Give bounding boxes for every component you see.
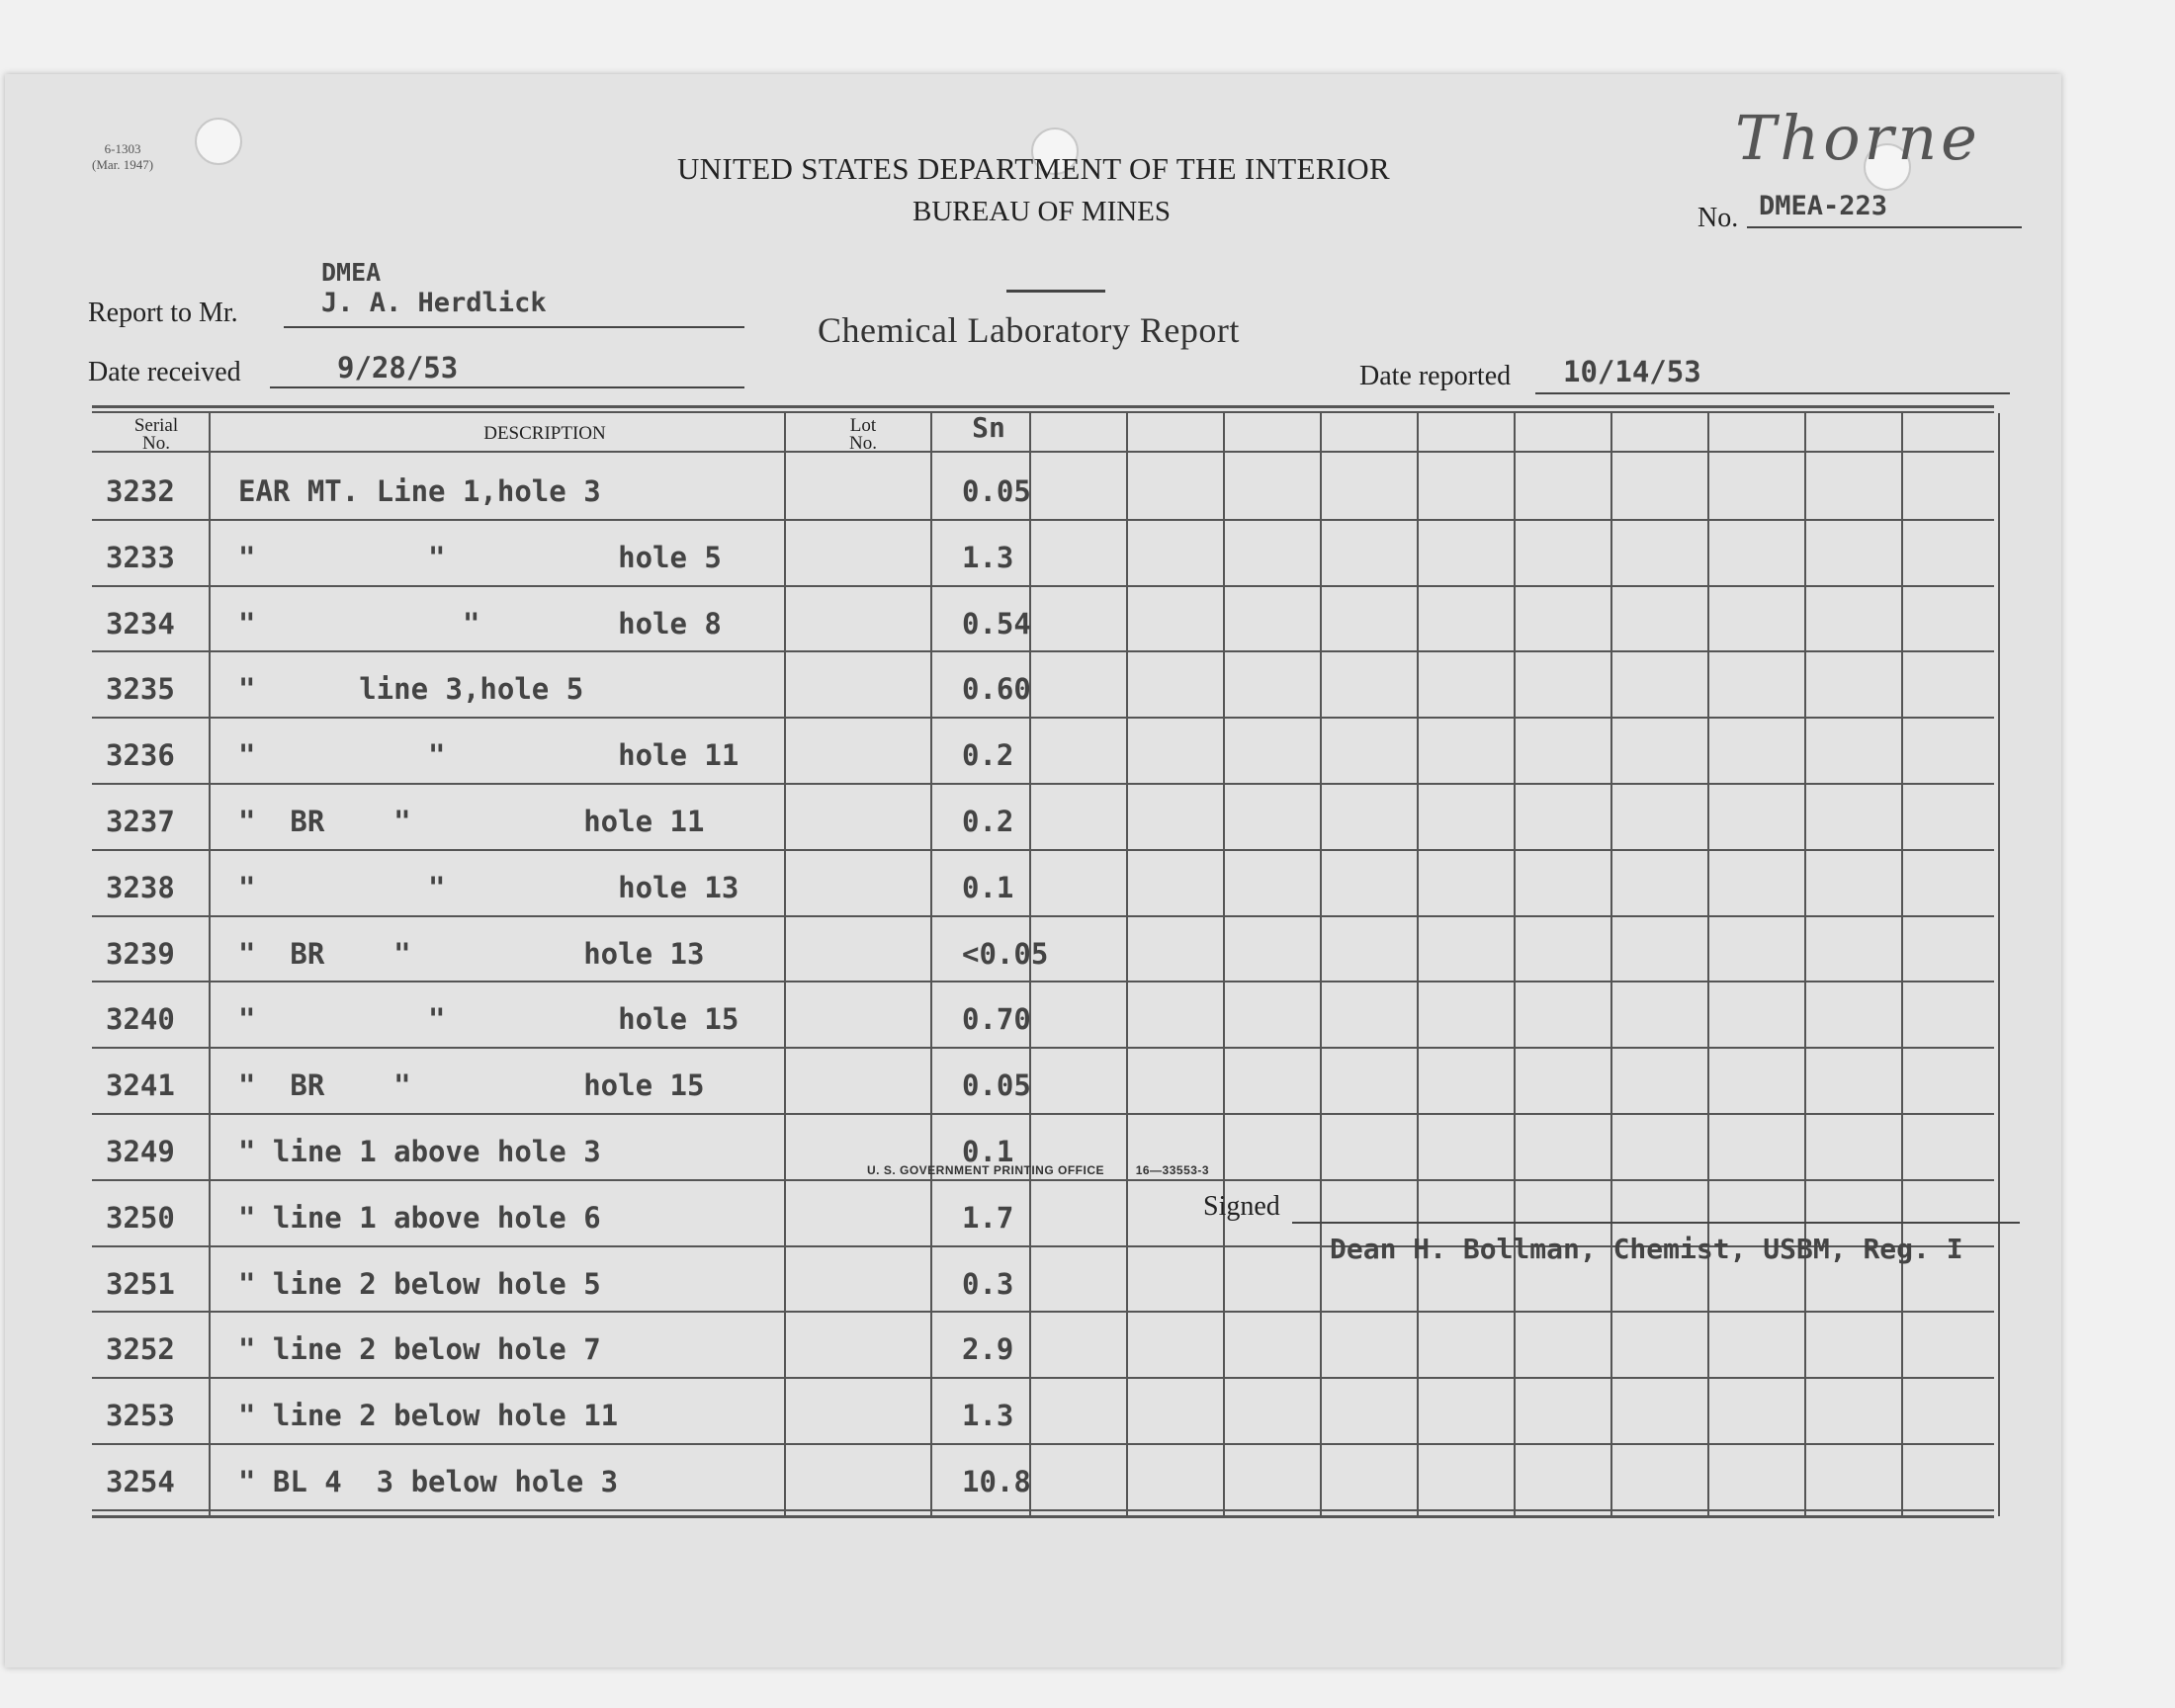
serial-cell: 3253 [106, 1399, 175, 1433]
table-top-rule-outer [92, 405, 1994, 408]
description-cell: " line 3,hole 5 [238, 672, 584, 707]
serial-cell: 3237 [106, 805, 175, 838]
report-title: Chemical Laboratory Report [818, 310, 1240, 350]
serial-cell: 3252 [106, 1332, 175, 1367]
sn-cell: 1.7 [962, 1200, 1014, 1235]
printing-office [867, 1163, 1209, 1177]
serial-cell: 3235 [106, 672, 175, 707]
description-cell: " " hole 11 [238, 738, 740, 773]
serial-cell: 3241 [106, 1068, 175, 1103]
sn-cell: 0.05 [962, 474, 1031, 508]
report-to-name: J. A. Herdlick [321, 288, 547, 318]
col-divider-empty [1320, 413, 1322, 1516]
report-number: DMEA-223 [1759, 191, 1888, 221]
sn-cell: 0.1 [962, 1135, 1014, 1168]
header-serial-line1: Serial [133, 415, 179, 436]
header-serial-line2: No. [142, 433, 170, 454]
results-table [92, 413, 1994, 1516]
description-cell: " BR " hole 15 [238, 1068, 705, 1103]
sn-cell: 0.60 [962, 672, 1031, 707]
serial-cell: 3250 [106, 1200, 175, 1235]
serial-cell: 3233 [106, 540, 175, 574]
serial-cell: 3249 [106, 1135, 175, 1168]
date-reported-label: Date reported [1359, 361, 1512, 391]
sn-cell: 2.9 [962, 1332, 1014, 1367]
serial-cell: 3240 [106, 1002, 175, 1037]
report-to-underline [284, 326, 744, 328]
sn-cell: 0.1 [962, 870, 1014, 904]
bureau-name: BUREAU OF MINES [913, 196, 1172, 227]
printing-office-name: U. S. GOVERNMENT PRINTING OFFICE [867, 1163, 1105, 1177]
description-cell: " line 1 above hole 3 [238, 1135, 601, 1168]
description-cell: " BR " hole 11 [238, 805, 705, 838]
description-cell: " " hole 13 [238, 870, 740, 904]
description-cell: " BR " hole 13 [238, 936, 705, 971]
sn-cell: 10.8 [962, 1465, 1031, 1498]
date-reported-value: 10/14/53 [1563, 355, 1701, 388]
header-description: DESCRIPTION [483, 423, 606, 444]
description-cell: " line 2 below hole 5 [238, 1266, 601, 1301]
description-cell: " " hole 5 [238, 540, 722, 574]
col-divider-empty [1417, 413, 1419, 1516]
print-code: 16—33553-3 [1135, 1163, 1210, 1177]
serial-cell: 3234 [106, 606, 175, 640]
signature-line [1292, 1222, 2020, 1224]
header-lot-line2: No. [849, 433, 877, 454]
col-divider-empty [1223, 413, 1225, 1516]
date-received-label: Date received [88, 357, 241, 387]
form-date: (Mar. 1947) [92, 157, 154, 172]
sn-cell: 0.05 [962, 1068, 1031, 1103]
signer-name: Dean H. Bollman, Chemist, USBM, Reg. I [1330, 1233, 1963, 1265]
col-divider-description [784, 413, 786, 1516]
sn-cell: 1.3 [962, 540, 1014, 574]
serial-cell: 3238 [106, 870, 175, 904]
serial-cell: 3232 [106, 474, 175, 508]
sn-cell: 0.3 [962, 1266, 1014, 1301]
col-divider-lot [930, 413, 932, 1516]
number-label: No. [1697, 203, 1739, 233]
col-divider-empty [1707, 413, 1709, 1516]
report-to-label: Report to Mr. [88, 298, 238, 328]
form-id [92, 141, 153, 173]
sn-cell: 0.54 [962, 606, 1031, 640]
description-cell: " " hole 8 [238, 606, 722, 640]
serial-cell: 3236 [106, 738, 175, 773]
col-divider-empty [1901, 413, 1903, 1516]
sn-cell: 0.2 [962, 738, 1014, 773]
col-divider-serial [209, 413, 211, 1516]
description-cell: " line 1 above hole 6 [238, 1200, 601, 1235]
form-number: 6-1303 [104, 141, 141, 156]
serial-cell: 3251 [106, 1266, 175, 1301]
col-divider-empty [1998, 413, 2000, 1516]
punch-hole-left [195, 118, 242, 165]
sn-cell: 1.3 [962, 1399, 1014, 1433]
header-sn: Sn [972, 411, 1005, 444]
signed-label: Signed [1203, 1191, 1280, 1222]
description-cell: " line 2 below hole 7 [238, 1332, 601, 1367]
description-cell: " BL 4 3 below hole 3 [238, 1465, 619, 1498]
col-divider-empty [1514, 413, 1516, 1516]
sn-cell: 0.2 [962, 805, 1014, 838]
col-divider-empty [1126, 413, 1128, 1516]
sn-cell: <0.05 [962, 936, 1049, 971]
description-cell: EAR MT. Line 1,hole 3 [238, 474, 601, 508]
sn-cell: 0.70 [962, 1002, 1031, 1037]
handwritten-note: Thorne [1735, 102, 1981, 174]
col-divider-empty [1804, 413, 1806, 1516]
header-lot [790, 417, 936, 453]
date-received-value: 9/28/53 [337, 351, 459, 384]
number-underline [1747, 226, 2022, 228]
agency-name: UNITED STATES DEPARTMENT OF THE INTERIOR [677, 151, 1390, 186]
title-rule [1006, 290, 1105, 293]
report-sheet [5, 74, 2061, 1667]
date-reported-underline [1535, 392, 2010, 394]
header-serial [102, 417, 211, 453]
description-cell: " line 2 below hole 11 [238, 1399, 619, 1433]
serial-cell: 3239 [106, 936, 175, 971]
date-received-underline [270, 386, 744, 388]
serial-cell: 3254 [106, 1465, 175, 1498]
description-cell: " " hole 15 [238, 1002, 740, 1037]
header-lot-line1: Lot [849, 415, 877, 436]
report-to-org: DMEA [321, 258, 382, 287]
col-divider-empty [1610, 413, 1612, 1516]
